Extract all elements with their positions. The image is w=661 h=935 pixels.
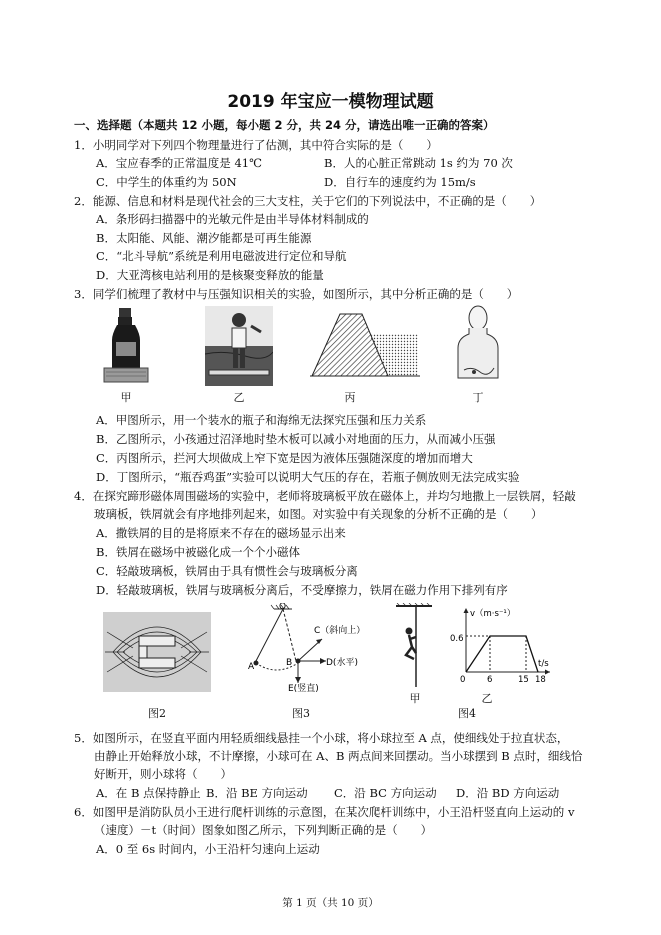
graph-x-tick-15: 15 — [518, 675, 529, 685]
q5-stem-line3: 好断开，则小球将（ ） — [94, 767, 232, 781]
page-title: 2019 年宝应一模物理试题 — [227, 92, 434, 112]
q4-option-c[interactable]: C．轻敲玻璃板，铁屑由于具有惯性会与玻璃板分离 — [96, 564, 358, 578]
pendulum-label-a: A — [248, 662, 255, 672]
q3-caption-jia: 甲 — [120, 391, 132, 404]
bottle-on-sponge-figure — [100, 306, 152, 386]
page-footer: 第 1 页（共 10 页） — [282, 897, 379, 909]
velocity-time-graph — [446, 604, 556, 688]
q3-option-c[interactable]: C．丙图所示，拦河大坝做成上窄下宽是因为液体压强随深度的增加而增大 — [96, 451, 473, 465]
graph-y-tick: 0.6 — [450, 634, 464, 644]
pendulum-label-o: O — [279, 603, 287, 612]
pendulum-label-c: C（斜向上） — [314, 626, 366, 636]
pendulum-figure — [246, 603, 376, 693]
q3-option-a[interactable]: A．甲图所示，用一个装水的瓶子和海绵无法探究压强和压力关系 — [96, 413, 427, 427]
q6-stem-line2: （速度）－t（时间）图象如图乙所示，下列判断正确的是（ ） — [94, 823, 433, 837]
velocity-series-line — [466, 636, 538, 672]
q2-stem: 2．能源、信息和材料是现代社会的三大支柱，关于它们的下列说法中，不正确的是（ ） — [74, 194, 542, 208]
q5-stem-line2: 由静止开始释放小球，不计摩擦，小球可在 A、B 两点间来回摆动。当小球摆到 B 点时，细线恰 — [94, 749, 583, 763]
iron-filings-figure — [103, 612, 211, 692]
graph-y-label: v（m·s⁻¹） — [470, 609, 516, 619]
q1-option-d[interactable]: D．自行车的速度约为 15m/s — [324, 175, 476, 189]
q2-option-d[interactable]: D．大亚湾核电站利用的是核聚变释放的能量 — [96, 268, 324, 282]
q4-option-d[interactable]: D．轻敲玻璃板，铁屑与玻璃板分离后，不受摩擦力，铁屑在磁力作用下排列有序 — [96, 583, 508, 597]
q2-option-a[interactable]: A．条形码扫描器中的光敏元件是由半导体材料制成的 — [96, 212, 369, 226]
q1-option-c[interactable]: C．中学生的体重约为 50N — [96, 175, 237, 189]
q5-stem-line1: 5．如图所示，在竖直平面内用轻质细线悬挂一个小球，将小球拉至 A 点，使细线处于拉直状态， — [74, 731, 569, 745]
figure4-jia-caption: 甲 — [409, 692, 421, 705]
figure4-yi-caption: 乙 — [481, 692, 493, 705]
q1-option-b[interactable]: B．人的心脏正常跳动 1s 约为 70 次 — [324, 156, 513, 170]
q5-option-d[interactable]: D．沿 BD 方向运动 — [456, 786, 560, 800]
child-on-plank-figure — [205, 306, 273, 386]
pendulum-label-e: E(竖直) — [288, 684, 319, 693]
q2-option-c[interactable]: C．“北斗导航”系统是利用电磁波进行定位和导航 — [96, 249, 347, 263]
q3-caption-ding: 丁 — [472, 391, 484, 404]
q6-option-a[interactable]: A．0 至 6s 时间内，小王沿杆匀速向上运动 — [96, 842, 320, 856]
q3-caption-yi: 乙 — [233, 391, 245, 404]
graph-x-label: t/s — [538, 659, 549, 669]
q4-stem-line1: 4．在探究蹄形磁体周围磁场的实验中，老师将玻璃板平放在磁体上，并均匀地撒上一层铁屑，轻敲 — [74, 489, 576, 503]
graph-x-tick-18: 18 — [535, 675, 546, 685]
q4-option-b[interactable]: B．铁屑在磁场中被磁化成一个个小磁体 — [96, 545, 300, 559]
pendulum-label-d: D(水平) — [326, 658, 358, 668]
q5-option-a[interactable]: A．在 B 点保持静止 — [96, 786, 201, 800]
q1-stem: 1．小明同学对下列四个物理量进行了估测，其中符合实际的是（ ） — [74, 138, 438, 152]
q2-option-b[interactable]: B．太阳能、风能、潮汐能都是可再生能源 — [96, 231, 312, 245]
figure3-caption: 图3 — [292, 707, 310, 720]
figure4-caption: 图4 — [458, 707, 476, 720]
graph-x-tick-0: 0 — [460, 675, 466, 685]
q5-option-c[interactable]: C．沿 BC 方向运动 — [334, 786, 437, 800]
q3-caption-bing: 丙 — [344, 391, 356, 404]
dam-figure — [310, 310, 420, 380]
egg-in-bottle-figure — [452, 304, 504, 384]
graph-x-tick-6: 6 — [487, 675, 493, 685]
pole-climber-figure — [396, 603, 436, 689]
q3-option-d[interactable]: D．丁图所示，“瓶吞鸡蛋”实验可以说明大气压的存在，若瓶子侧放则无法完成实验 — [96, 470, 520, 484]
pendulum-label-b: B — [286, 658, 293, 668]
q5-option-b[interactable]: B．沿 BE 方向运动 — [206, 786, 308, 800]
q1-option-a[interactable]: A．宝应春季的正常温度是 41℃ — [96, 156, 262, 170]
q4-option-a[interactable]: A．撒铁屑的目的是将原来不存在的磁场显示出来 — [96, 526, 346, 540]
q3-stem: 3．同学们梳理了教材中与压强知识相关的实验，如图所示，其中分析正确的是（ ） — [74, 287, 519, 301]
figure2-caption: 图2 — [148, 707, 166, 720]
section-heading: 一、选择题（本题共 12 小题，每小题 2 分，共 24 分，请选出唯一正确的答案） — [74, 118, 495, 132]
q3-option-b[interactable]: B．乙图所示，小孩通过沼泽地时垫木板可以减小对地面的压力，从而减小压强 — [96, 432, 496, 446]
q4-stem-line2: 玻璃板，铁屑就会有序地排列起来，如图。对实验中有关现象的分析不正确的是（ ） — [94, 507, 543, 521]
q6-stem-line1: 6．如图甲是消防队员小王进行爬杆训练的示意图，在某次爬杆训练中，小王沿杆竖直向上运动的 v — [74, 805, 575, 819]
